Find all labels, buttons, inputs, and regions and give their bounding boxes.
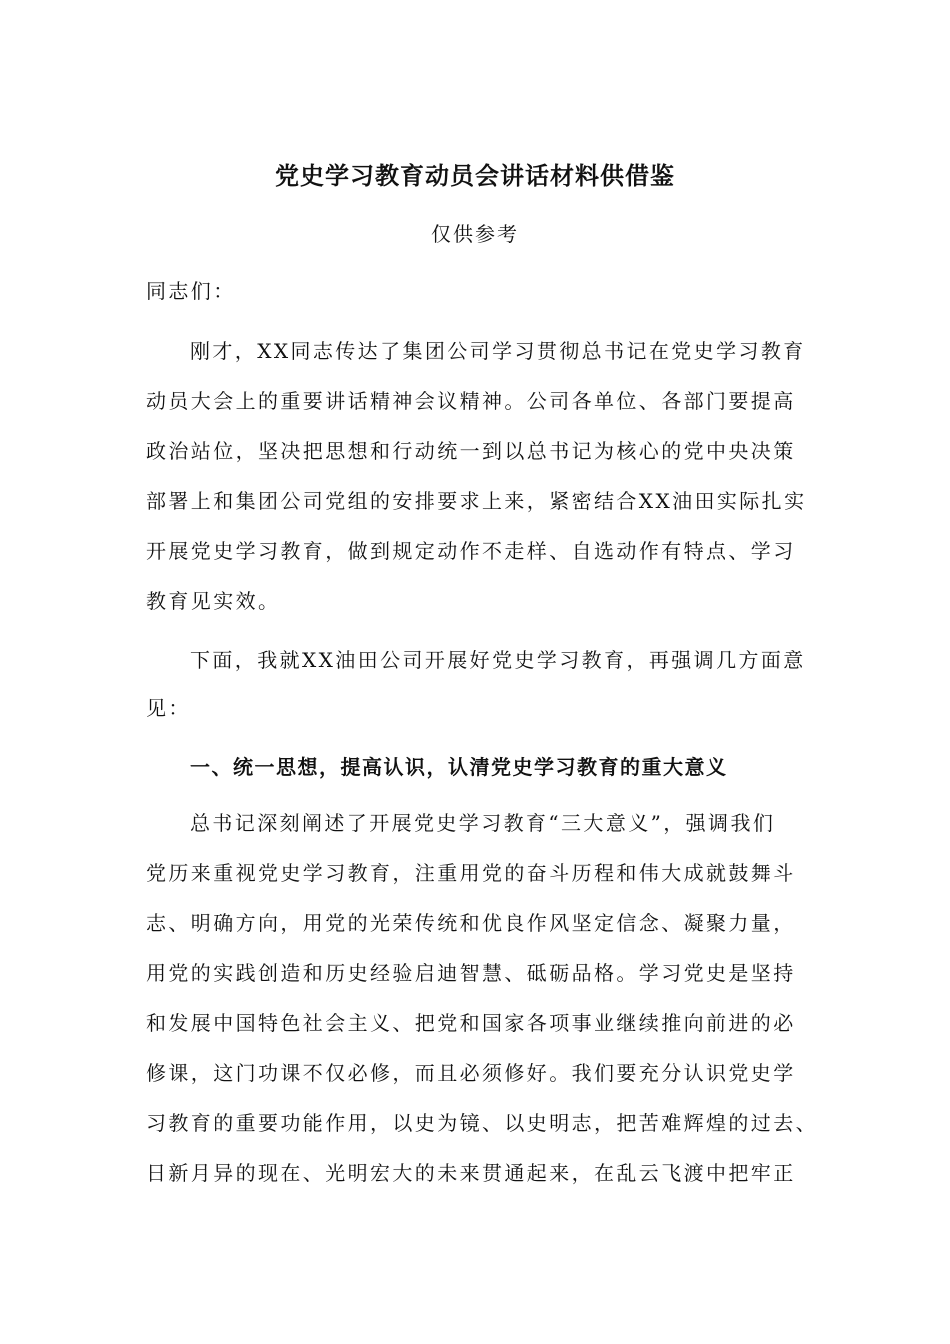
paragraph-3-line: 修课，这门功课不仅必修，而且必须修好。我们要充分认识党史学 [146,1061,796,1085]
paragraph-3-line: 习教育的重要功能作用，以史为镜、以史明志，把苦难辉煌的过去、 [146,1111,818,1135]
paragraph-1-line: 政治站位，坚决把思想和行动统一到以总书记为核心的党中央决策 [146,439,796,463]
paragraph-3-line: 日新月异的现在、光明宏大的未来贯通起来，在乱云飞渡中把牢正 [146,1161,796,1185]
document-subtitle: 仅供参考 [431,222,519,246]
document-title: 党史学习教育动员会讲话材料供借鉴 [275,162,675,190]
paragraph-3-line: 和发展中国特色社会主义、把党和国家各项事业继续推向前进的必 [146,1011,796,1035]
paragraph-3-line: 用党的实践创造和历史经验启迪智慧、砥砺品格。学习党史是坚持 [146,961,796,985]
paragraph-1-line: 教育见实效。 [146,589,281,613]
paragraph-3-line: 志、明确方向，用党的光荣传统和优良作风坚定信念、凝聚力量， [146,911,796,935]
paragraph-1-line: 开展党史学习教育，做到规定动作不走样、自选动作有特点、学习 [146,539,796,563]
paragraph-1-line: 部署上和集团公司党组的安排要求上来，紧密结合XX油田实际扎实 [146,489,807,513]
paragraph-2-line: 下面，我就XX油田公司开展好党史学习教育，再强调几方面意 [190,648,806,672]
paragraph-3-line: 党历来重视党史学习教育，注重用党的奋斗历程和伟大成就鼓舞斗 [146,861,796,885]
section-heading-1: 一、统一思想，提高认识，认清党史学习教育的重大意义 [190,755,728,779]
paragraph-1-line: 动员大会上的重要讲话精神会议精神。公司各单位、各部门要提高 [146,389,796,413]
paragraph-1-line: 刚才，XX同志传达了集团公司学习贯彻总书记在党史学习教育 [190,339,806,363]
paragraph-2-line: 见： [146,696,191,720]
salutation: 同志们： [146,279,236,303]
paragraph-3-line: 总书记深刻阐述了开展党史学习教育“三大意义”，强调我们 [190,811,776,835]
